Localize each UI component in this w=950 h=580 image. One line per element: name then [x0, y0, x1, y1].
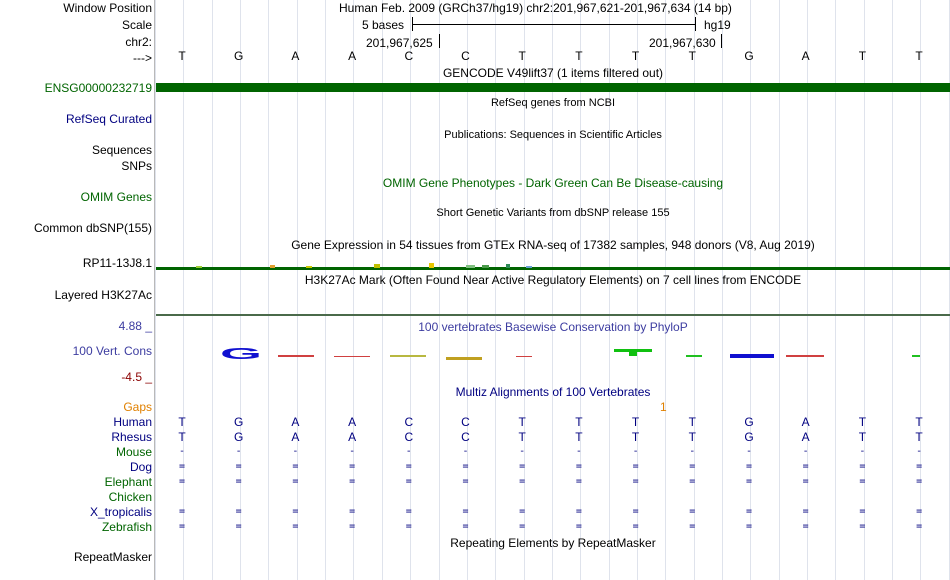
refseq-track-label[interactable]: RefSeq Curated: [65, 112, 152, 126]
gencode-gene-feature[interactable]: [156, 83, 950, 92]
zebrafish-alignment-base: =: [292, 521, 299, 532]
coordinate-tick-2: [721, 34, 722, 48]
rhesus-alignment-base: G: [744, 430, 754, 444]
human-alignment-base: A: [348, 415, 357, 429]
dog-alignment-base: =: [689, 461, 696, 472]
base-letter: G: [234, 49, 244, 63]
zebrafish-alignment-base: =: [916, 521, 923, 532]
base-letter: A: [348, 49, 357, 63]
mouse-alignment-base: -: [575, 446, 582, 457]
species-label-elephant[interactable]: Elephant: [104, 475, 152, 489]
elephant-alignment-base: =: [349, 476, 356, 487]
rhesus-alignment-base: C: [461, 430, 470, 444]
elephant-alignment-base: =: [632, 476, 639, 487]
label-column-divider: [154, 0, 155, 580]
scale-assembly-text: hg19: [704, 18, 731, 32]
gtex-track-title[interactable]: Gene Expression in 54 tissues from GTEx RNA-seq of 17382 samples, 948 donors (V8, Aug 2019): [291, 238, 815, 252]
x-tropicalis-alignment-base: =: [349, 506, 356, 517]
dog-alignment-base: =: [632, 461, 639, 472]
mouse-alignment-base: -: [349, 446, 356, 457]
conservation-track-label[interactable]: 100 Vert. Cons: [72, 344, 152, 358]
base-letter: T: [915, 49, 923, 63]
conservation-min-label: -4.5 _: [121, 370, 152, 384]
human-alignment-base: A: [291, 415, 300, 429]
x-tropicalis-alignment-base: =: [405, 506, 412, 517]
human-alignment-base: T: [688, 415, 696, 429]
elephant-alignment-base: =: [745, 476, 753, 487]
x-tropicalis-alignment-base: =: [745, 506, 753, 517]
dog-alignment-base: =: [235, 461, 242, 472]
elephant-alignment-base: =: [916, 476, 923, 487]
species-label-x-tropicalis[interactable]: X_tropicalis: [89, 505, 152, 519]
human-alignment-base: T: [178, 415, 186, 429]
mouse-alignment-base: -: [689, 446, 696, 457]
zebrafish-alignment-base: =: [802, 521, 809, 532]
refseq-track-title[interactable]: RefSeq genes from NCBI: [490, 97, 616, 109]
elephant-alignment-base: =: [689, 476, 696, 487]
human-alignment-base: A: [801, 415, 810, 429]
h3k27ac-signal[interactable]: [156, 314, 950, 316]
mouse-alignment-base: -: [405, 446, 412, 457]
zebrafish-alignment-base: =: [519, 521, 526, 532]
gtex-expression-bars[interactable]: [156, 262, 950, 270]
svg-text:G: G: [220, 346, 262, 363]
dog-alignment-base: =: [292, 461, 299, 472]
x-tropicalis-alignment-base: =: [802, 506, 809, 517]
x-tropicalis-alignment-base: =: [462, 506, 469, 517]
zebrafish-alignment-base: =: [632, 521, 639, 532]
mouse-alignment-base: -: [178, 446, 186, 457]
base-letter: T: [858, 49, 867, 63]
coordinate-label-1: 201,967,625: [366, 36, 433, 50]
elephant-alignment-base: =: [802, 476, 809, 487]
publications-track-title[interactable]: Publications: Sequences in Scientific Articles: [444, 129, 662, 141]
mouse-alignment-base: -: [916, 446, 923, 457]
rhesus-alignment-base: T: [688, 430, 696, 444]
zebrafish-alignment-base: =: [349, 521, 356, 532]
x-tropicalis-alignment-base: =: [575, 506, 582, 517]
gaps-value: 1: [660, 400, 667, 414]
x-tropicalis-alignment-base: =: [519, 506, 526, 517]
species-label-zebrafish[interactable]: Zebrafish: [101, 520, 152, 534]
rhesus-alignment-base: T: [178, 430, 186, 444]
human-alignment-base: C: [404, 415, 414, 429]
mouse-alignment-base: -: [632, 446, 639, 457]
multiz-track-title[interactable]: Multiz Alignments of 100 Vertebrates: [455, 385, 651, 399]
base-letter: C: [461, 49, 470, 63]
scale-bases-text: 5 bases: [362, 18, 405, 32]
zebrafish-alignment-base: =: [689, 521, 696, 532]
zebrafish-alignment-base: =: [462, 521, 469, 532]
mouse-alignment-base: -: [802, 446, 809, 457]
human-alignment-base: T: [518, 415, 526, 429]
repeatmasker-track-title[interactable]: Repeating Elements by RepeatMasker: [450, 536, 656, 550]
zebrafish-alignment-base: =: [405, 521, 412, 532]
sequences-track-label[interactable]: Sequences: [91, 143, 152, 157]
conservation-max-label: 4.88 _: [118, 319, 152, 333]
x-tropicalis-alignment-base: =: [292, 506, 299, 517]
conservation-track-title[interactable]: 100 vertebrates Basewise Conservation by PhyloP: [418, 320, 688, 334]
strand-arrow-label: --->: [133, 51, 152, 65]
rhesus-alignment-base: T: [518, 430, 526, 444]
mouse-alignment-base: -: [462, 446, 469, 457]
mouse-alignment-base: -: [292, 446, 299, 457]
rhesus-alignment-base: T: [858, 430, 867, 444]
chrom-label: chr2:: [125, 35, 152, 49]
human-alignment-base: G: [234, 415, 244, 429]
x-tropicalis-alignment-base: =: [632, 506, 639, 517]
scale-label: Scale: [121, 18, 152, 32]
gencode-track-title[interactable]: GENCODE V49lift37 (1 items filtered out): [442, 66, 664, 80]
elephant-alignment-base: =: [178, 476, 186, 487]
dog-alignment-base: =: [745, 461, 753, 472]
mouse-alignment-base: -: [235, 446, 242, 457]
coordinate-tick-1: [439, 34, 440, 48]
omim-track-title[interactable]: OMIM Gene Phenotypes - Dark Green Can Be Disease-causing: [382, 176, 724, 190]
base-letter: T: [575, 49, 583, 63]
rhesus-alignment-base: T: [575, 430, 583, 444]
zebrafish-alignment-base: =: [178, 521, 186, 532]
base-letter: T: [518, 49, 526, 63]
assembly-position-title: Human Feb. 2009 (GRCh37/hg19) chr2:201,967,621-201,967,634 (14 bp): [339, 1, 732, 15]
base-letter: A: [801, 49, 810, 63]
base-letter: C: [404, 49, 414, 63]
species-label-mouse[interactable]: Mouse: [115, 445, 152, 459]
human-alignment-base: T: [575, 415, 583, 429]
rhesus-alignment-base: T: [631, 430, 640, 444]
dog-alignment-base: =: [462, 461, 469, 472]
dog-alignment-base: =: [405, 461, 412, 472]
base-letter: T: [631, 49, 640, 63]
species-label-rhesus[interactable]: Rhesus: [111, 430, 152, 444]
dog-alignment-base: =: [575, 461, 582, 472]
rhesus-alignment-base: A: [801, 430, 810, 444]
base-letter: T: [178, 49, 186, 63]
rhesus-alignment-base: A: [348, 430, 357, 444]
x-tropicalis-alignment-base: =: [916, 506, 923, 517]
zebrafish-alignment-base: =: [575, 521, 582, 532]
species-label-dog[interactable]: Dog: [129, 460, 152, 474]
human-alignment-base: C: [461, 415, 470, 429]
human-alignment-base: T: [915, 415, 923, 429]
human-alignment-base: T: [858, 415, 867, 429]
gaps-label[interactable]: Gaps: [123, 400, 152, 414]
rhesus-alignment-base: T: [915, 430, 923, 444]
elephant-alignment-base: =: [292, 476, 299, 487]
elephant-alignment-base: =: [235, 476, 242, 487]
mouse-alignment-base: -: [745, 446, 753, 457]
rhesus-alignment-base: A: [291, 430, 300, 444]
dog-alignment-base: =: [519, 461, 526, 472]
h3k27ac-track-title[interactable]: H3K27Ac Mark (Often Found Near Active Regulatory Elements) on 7 cell lines from ENCODE: [304, 273, 802, 287]
species-label-chicken[interactable]: Chicken: [108, 490, 152, 504]
coordinate-label-2: 201,967,630: [649, 36, 716, 50]
mouse-alignment-base: -: [859, 446, 866, 457]
base-letter: A: [291, 49, 300, 63]
x-tropicalis-alignment-base: =: [178, 506, 186, 517]
h3k27ac-track-label[interactable]: Layered H3K27Ac: [54, 288, 152, 302]
gencode-gene-label[interactable]: ENSG00000232719: [44, 81, 152, 95]
zebrafish-alignment-base: =: [745, 521, 753, 532]
species-label-human[interactable]: Human: [113, 415, 152, 429]
mouse-alignment-base: -: [519, 446, 526, 457]
dbsnp-track-title[interactable]: Short Genetic Variants from dbSNP release 155: [436, 207, 670, 219]
omim-track-label[interactable]: OMIM Genes: [80, 190, 152, 204]
elephant-alignment-base: =: [462, 476, 469, 487]
snps-track-label[interactable]: SNPs: [121, 159, 152, 173]
zebrafish-alignment-base: =: [235, 521, 242, 532]
x-tropicalis-alignment-base: =: [689, 506, 696, 517]
elephant-alignment-base: =: [859, 476, 866, 487]
x-tropicalis-alignment-base: =: [235, 506, 242, 517]
scale-bar: [412, 24, 696, 25]
elephant-alignment-base: =: [519, 476, 526, 487]
base-letter: G: [744, 49, 754, 63]
x-tropicalis-alignment-base: =: [859, 506, 866, 517]
dog-alignment-base: =: [802, 461, 809, 472]
base-letter: T: [688, 49, 696, 63]
scale-bar-left-tick: [412, 17, 413, 31]
window-position-label: Window Position: [63, 1, 152, 15]
dog-alignment-base: =: [178, 461, 186, 472]
rhesus-alignment-base: G: [234, 430, 244, 444]
zebrafish-alignment-base: =: [859, 521, 866, 532]
elephant-alignment-base: =: [575, 476, 582, 487]
scale-bar-right-tick: [695, 17, 696, 31]
dog-alignment-base: =: [916, 461, 923, 472]
dbsnp-track-label[interactable]: Common dbSNP(155): [33, 221, 152, 235]
dog-alignment-base: =: [349, 461, 356, 472]
repeatmasker-track-label[interactable]: RepeatMasker: [73, 550, 152, 564]
dog-alignment-base: =: [859, 461, 866, 472]
elephant-alignment-base: =: [405, 476, 412, 487]
human-alignment-base: G: [744, 415, 754, 429]
gtex-gene-label[interactable]: RP11-13J8.1: [82, 256, 152, 270]
human-alignment-base: T: [631, 415, 640, 429]
rhesus-alignment-base: C: [404, 430, 414, 444]
conservation-logo-plot[interactable]: [156, 344, 950, 364]
